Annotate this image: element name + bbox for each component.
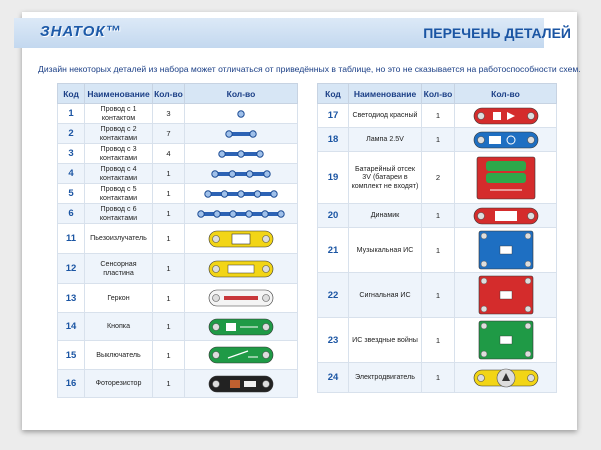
part-code: 13	[58, 284, 85, 313]
part-qty: 7	[152, 124, 184, 144]
part-code: 19	[318, 152, 349, 204]
wire-3-icon	[185, 144, 298, 164]
part-qty: 1	[152, 184, 184, 204]
brand-logo: ЗНАТОК™	[40, 23, 122, 40]
part-code: 23	[318, 318, 349, 363]
part-code: 16	[58, 370, 85, 398]
table-row	[318, 104, 557, 128]
wire-5-icon	[185, 184, 298, 204]
part-code: 4	[58, 164, 85, 184]
part-code: 22	[318, 273, 349, 318]
part-name: Батарейный отсек 3V (батареи в комплект не входят)	[349, 152, 422, 204]
wire-2-icon	[185, 124, 298, 144]
touch-plate-icon	[185, 254, 298, 284]
part-qty: 4	[152, 144, 184, 164]
starwars-ic-icon	[455, 318, 557, 363]
col-code: Код	[58, 84, 85, 104]
part-name: Провод с 4 контактами	[85, 164, 153, 184]
part-code: 17	[318, 104, 349, 128]
part-qty: 1	[152, 341, 184, 370]
switch-icon	[185, 341, 298, 370]
table-row	[318, 228, 557, 273]
part-name: ИС звездные войны	[349, 318, 422, 363]
part-qty: 1	[152, 224, 184, 254]
led-icon	[455, 104, 557, 128]
part-name: Провод с 6 контактами	[85, 204, 153, 224]
part-code: 3	[58, 144, 85, 164]
part-code: 14	[58, 313, 85, 341]
signal-ic-icon	[455, 273, 557, 318]
part-qty: 1	[422, 204, 455, 228]
part-name: Лампа 2.5V	[349, 128, 422, 152]
part-qty: 1	[152, 370, 184, 398]
part-name: Кнопка	[85, 313, 153, 341]
photoresistor-icon	[185, 370, 298, 398]
piezo-icon	[185, 224, 298, 254]
table-row	[58, 184, 298, 204]
table-row	[58, 204, 298, 224]
table-row	[58, 124, 298, 144]
table-row	[58, 164, 298, 184]
motor-icon	[455, 363, 557, 393]
part-name: Сенсорная пластина	[85, 254, 153, 284]
part-qty: 3	[152, 104, 184, 124]
battery-icon	[455, 152, 557, 204]
part-code: 15	[58, 341, 85, 370]
part-name: Провод с 2 контактами	[85, 124, 153, 144]
part-qty: 1	[422, 363, 455, 393]
part-name: Фоторезистор	[85, 370, 153, 398]
reed-switch-icon	[185, 284, 298, 313]
part-code: 12	[58, 254, 85, 284]
part-name: Светодиод красный	[349, 104, 422, 128]
col-name: Наименование	[85, 84, 153, 104]
part-qty: 1	[422, 128, 455, 152]
part-code: 18	[318, 128, 349, 152]
table-row	[58, 341, 298, 370]
parts-table-right	[317, 83, 557, 393]
part-qty: 1	[152, 164, 184, 184]
part-name: Провод с 5 контактами	[85, 184, 153, 204]
table-row	[58, 224, 298, 254]
col-image: Кол-во	[455, 84, 557, 104]
part-code: 5	[58, 184, 85, 204]
part-name: Геркон	[85, 284, 153, 313]
table-row	[58, 104, 298, 124]
part-qty: 1	[422, 104, 455, 128]
col-qty: Кол-во	[422, 84, 455, 104]
col-name: Наименование	[349, 84, 422, 104]
part-name: Сигнальная ИС	[349, 273, 422, 318]
part-name: Музыкальная ИС	[349, 228, 422, 273]
part-code: 20	[318, 204, 349, 228]
part-qty: 1	[152, 284, 184, 313]
part-qty: 1	[152, 254, 184, 284]
parts-table-left	[57, 83, 298, 398]
table-row	[58, 254, 298, 284]
part-qty: 1	[422, 318, 455, 363]
part-name: Провод с 1 контактом	[85, 104, 153, 124]
part-name: Выключатель	[85, 341, 153, 370]
part-code: 6	[58, 204, 85, 224]
music-ic-icon	[455, 228, 557, 273]
part-code: 21	[318, 228, 349, 273]
part-code: 1	[58, 104, 85, 124]
part-code: 24	[318, 363, 349, 393]
subtitle-note: Дизайн некоторых деталей из набора может отличаться от приведённых в таблице, но это не сказывается на работоспособности схем.	[38, 64, 581, 74]
table-row	[318, 273, 557, 318]
table-row	[318, 128, 557, 152]
table-row	[318, 363, 557, 393]
part-name: Провод с 3 контактами	[85, 144, 153, 164]
wire-6-icon	[185, 204, 298, 224]
table-row	[58, 313, 298, 341]
part-qty: 1	[422, 273, 455, 318]
part-name: Электродвигатель	[349, 363, 422, 393]
part-name: Пьезоизлучатель	[85, 224, 153, 254]
page-title: ПЕРЕЧЕНЬ ДЕТАЛЕЙ	[423, 25, 571, 41]
lamp-icon	[455, 128, 557, 152]
wire-4-icon	[185, 164, 298, 184]
col-image: Кол-во	[185, 84, 298, 104]
table-row	[58, 144, 298, 164]
table-row	[58, 284, 298, 313]
table-row	[318, 318, 557, 363]
part-qty: 1	[422, 228, 455, 273]
col-code: Код	[318, 84, 349, 104]
table-row	[318, 204, 557, 228]
button-icon	[185, 313, 298, 341]
wire-1-icon	[185, 104, 298, 124]
table-row	[318, 152, 557, 204]
table-row	[58, 370, 298, 398]
part-name: Динамик	[349, 204, 422, 228]
part-qty: 1	[152, 313, 184, 341]
part-qty: 2	[422, 152, 455, 204]
part-code: 2	[58, 124, 85, 144]
part-code: 11	[58, 224, 85, 254]
col-qty: Кол-во	[152, 84, 184, 104]
speaker-icon	[455, 204, 557, 228]
part-qty: 1	[152, 204, 184, 224]
